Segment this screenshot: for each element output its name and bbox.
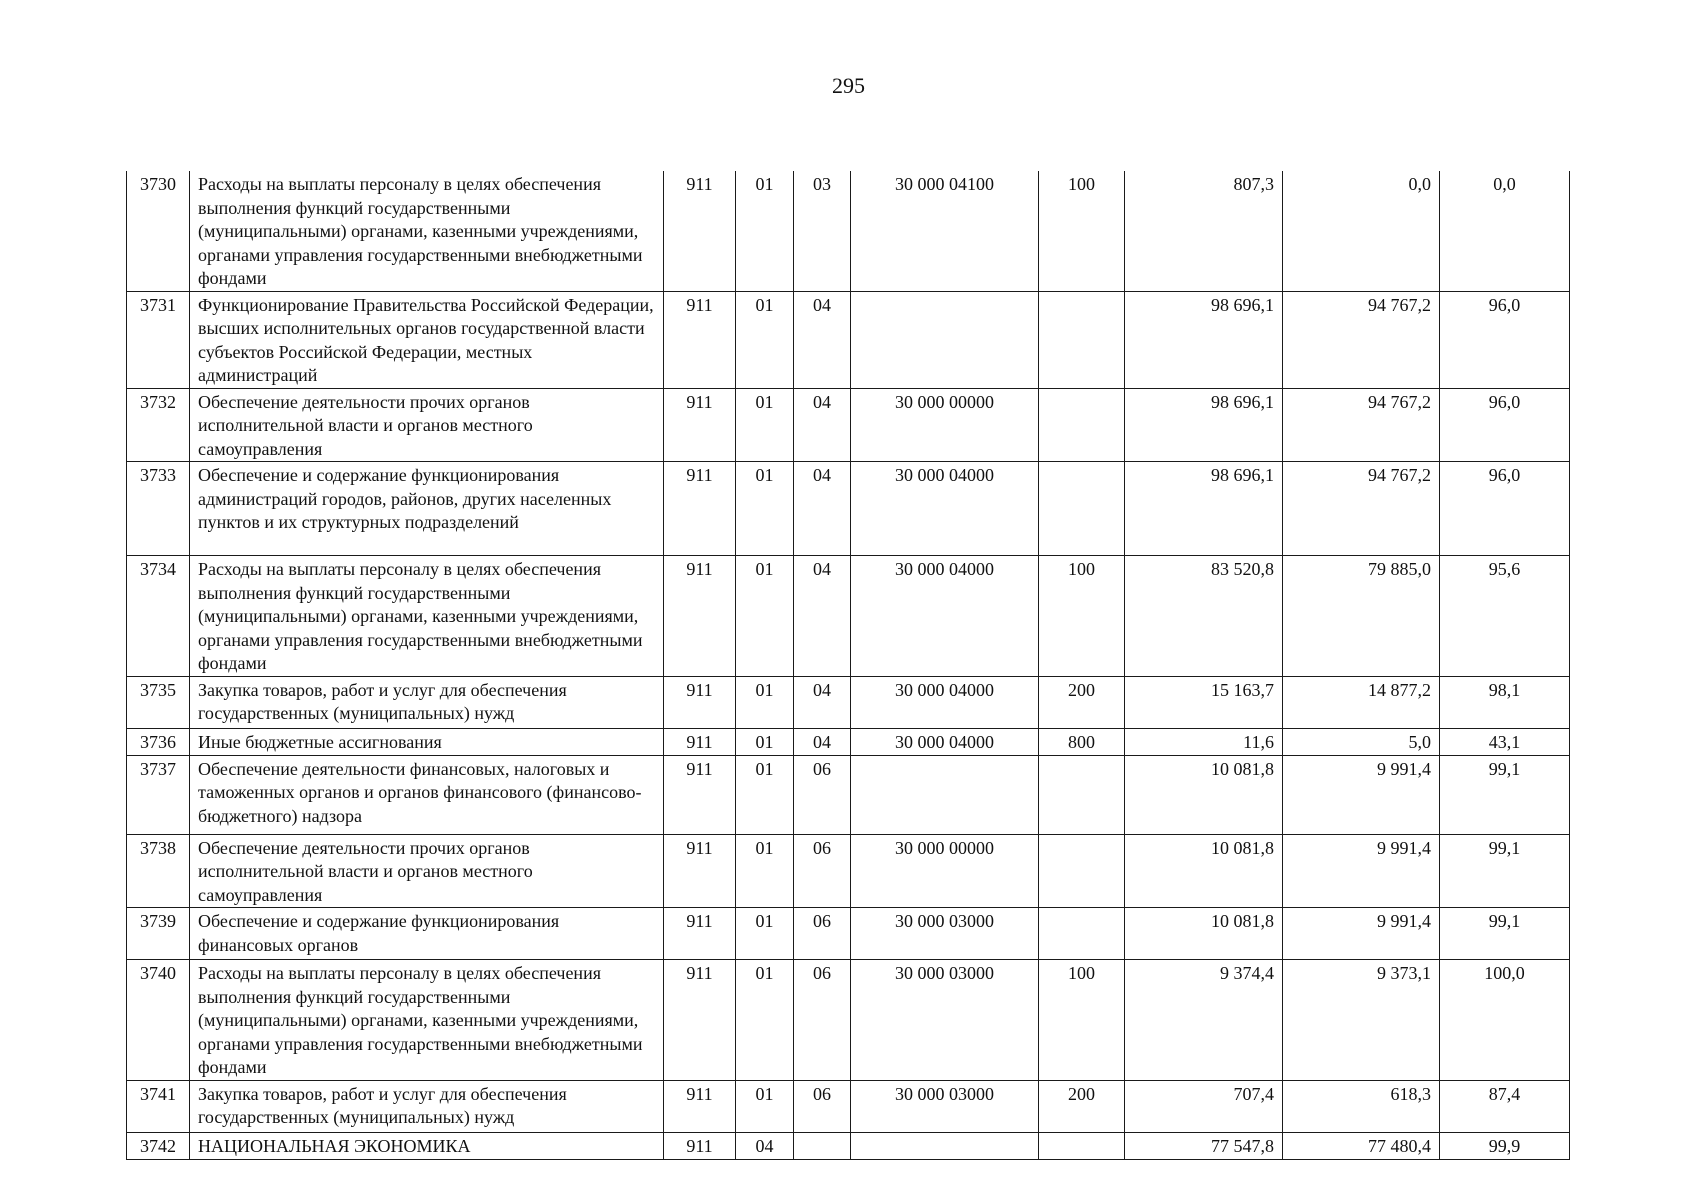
expense-type-code-cell: 800 <box>1039 728 1125 755</box>
expense-type-code-cell <box>1039 755 1125 834</box>
actual-amount-cell: 9 373,1 <box>1283 960 1440 1081</box>
planned-amount-cell: 83 520,8 <box>1125 556 1283 677</box>
subsection-code-cell: 06 <box>794 755 851 834</box>
subsection-code-cell: 04 <box>794 556 851 677</box>
execution-percent-cell: 96,0 <box>1440 388 1570 462</box>
execution-percent-cell: 99,1 <box>1440 908 1570 960</box>
table-row <box>127 960 1570 1081</box>
subsection-code-cell: 04 <box>794 291 851 388</box>
section-code-cell: 01 <box>736 462 794 556</box>
planned-amount-cell: 10 081,8 <box>1125 755 1283 834</box>
expense-type-code-cell <box>1039 462 1125 556</box>
expense-name-cell: Обеспечение деятельности прочих органов исполнительной власти и органов местного самоуправления <box>190 388 664 462</box>
department-code-cell: 911 <box>664 171 736 291</box>
expense-name-cell: Закупка товаров, работ и услуг для обеспечения государственных (муниципальных) нужд <box>190 676 664 728</box>
target-item-code-cell <box>851 755 1039 834</box>
department-code-cell: 911 <box>664 388 736 462</box>
subsection-code-cell: 06 <box>794 834 851 908</box>
expense-type-code-cell: 100 <box>1039 960 1125 1081</box>
execution-percent-cell: 96,0 <box>1440 291 1570 388</box>
table-row <box>127 676 1570 728</box>
row-number-cell: 3737 <box>127 755 190 834</box>
execution-percent-cell: 87,4 <box>1440 1080 1570 1132</box>
planned-amount-cell: 10 081,8 <box>1125 908 1283 960</box>
table-row <box>127 728 1570 755</box>
budget-table-body <box>127 171 1570 1159</box>
row-number-cell: 3731 <box>127 291 190 388</box>
planned-amount-cell: 98 696,1 <box>1125 291 1283 388</box>
target-item-code-cell: 30 000 00000 <box>851 834 1039 908</box>
planned-amount-cell: 15 163,7 <box>1125 676 1283 728</box>
actual-amount-cell: 94 767,2 <box>1283 291 1440 388</box>
department-code-cell: 911 <box>664 834 736 908</box>
execution-percent-cell: 99,1 <box>1440 755 1570 834</box>
planned-amount-cell: 77 547,8 <box>1125 1132 1283 1159</box>
page-number: 295 <box>832 73 865 98</box>
expense-type-code-cell: 100 <box>1039 171 1125 291</box>
expense-type-code-cell <box>1039 388 1125 462</box>
department-code-cell: 911 <box>664 1132 736 1159</box>
section-code-cell: 01 <box>736 291 794 388</box>
actual-amount-cell: 77 480,4 <box>1283 1132 1440 1159</box>
table-row <box>127 556 1570 677</box>
planned-amount-cell: 11,6 <box>1125 728 1283 755</box>
actual-amount-cell: 618,3 <box>1283 1080 1440 1132</box>
table-row <box>127 755 1570 834</box>
planned-amount-cell: 98 696,1 <box>1125 388 1283 462</box>
target-item-code-cell: 30 000 04000 <box>851 676 1039 728</box>
department-code-cell: 911 <box>664 676 736 728</box>
execution-percent-cell: 95,6 <box>1440 556 1570 677</box>
execution-percent-cell: 98,1 <box>1440 676 1570 728</box>
section-code-cell: 01 <box>736 960 794 1081</box>
actual-amount-cell: 9 991,4 <box>1283 755 1440 834</box>
actual-amount-cell: 94 767,2 <box>1283 388 1440 462</box>
planned-amount-cell: 707,4 <box>1125 1080 1283 1132</box>
expense-name-cell: НАЦИОНАЛЬНАЯ ЭКОНОМИКА <box>190 1132 664 1159</box>
department-code-cell: 911 <box>664 556 736 677</box>
target-item-code-cell: 30 000 04000 <box>851 462 1039 556</box>
actual-amount-cell: 94 767,2 <box>1283 462 1440 556</box>
section-code-cell: 04 <box>736 1132 794 1159</box>
department-code-cell: 911 <box>664 908 736 960</box>
table-row <box>127 1080 1570 1132</box>
department-code-cell: 911 <box>664 291 736 388</box>
row-number-cell: 3738 <box>127 834 190 908</box>
row-number-cell: 3730 <box>127 171 190 291</box>
planned-amount-cell: 10 081,8 <box>1125 834 1283 908</box>
row-number-cell: 3741 <box>127 1080 190 1132</box>
expense-name-cell: Иные бюджетные ассигнования <box>190 728 664 755</box>
section-code-cell: 01 <box>736 676 794 728</box>
row-number-cell: 3732 <box>127 388 190 462</box>
execution-percent-cell: 100,0 <box>1440 960 1570 1081</box>
section-code-cell: 01 <box>736 834 794 908</box>
planned-amount-cell: 98 696,1 <box>1125 462 1283 556</box>
actual-amount-cell: 9 991,4 <box>1283 908 1440 960</box>
execution-percent-cell: 43,1 <box>1440 728 1570 755</box>
target-item-code-cell: 30 000 00000 <box>851 388 1039 462</box>
target-item-code-cell: 30 000 03000 <box>851 960 1039 1081</box>
table-row <box>127 908 1570 960</box>
section-code-cell: 01 <box>736 755 794 834</box>
actual-amount-cell: 14 877,2 <box>1283 676 1440 728</box>
execution-percent-cell: 99,9 <box>1440 1132 1570 1159</box>
target-item-code-cell: 30 000 04000 <box>851 556 1039 677</box>
expense-type-code-cell <box>1039 1132 1125 1159</box>
target-item-code-cell <box>851 1132 1039 1159</box>
department-code-cell: 911 <box>664 462 736 556</box>
row-number-cell: 3739 <box>127 908 190 960</box>
section-code-cell: 01 <box>736 171 794 291</box>
department-code-cell: 911 <box>664 1080 736 1132</box>
expense-name-cell: Функционирование Правительства Российской Федерации, высших исполнительных органов государственной власти субъектов Российской Федерации, местных администраций <box>190 291 664 388</box>
table-row <box>127 1132 1570 1159</box>
table-row <box>127 834 1570 908</box>
subsection-code-cell: 03 <box>794 171 851 291</box>
actual-amount-cell: 0,0 <box>1283 171 1440 291</box>
execution-percent-cell: 96,0 <box>1440 462 1570 556</box>
table-row <box>127 291 1570 388</box>
subsection-code-cell: 04 <box>794 462 851 556</box>
expense-type-code-cell <box>1039 834 1125 908</box>
expense-name-cell: Обеспечение деятельности прочих органов исполнительной власти и органов местного самоуправления <box>190 834 664 908</box>
row-number-cell: 3740 <box>127 960 190 1081</box>
row-number-cell: 3742 <box>127 1132 190 1159</box>
expense-type-code-cell: 100 <box>1039 556 1125 677</box>
row-number-cell: 3736 <box>127 728 190 755</box>
section-code-cell: 01 <box>736 728 794 755</box>
expense-type-code-cell <box>1039 908 1125 960</box>
subsection-code-cell: 04 <box>794 676 851 728</box>
actual-amount-cell: 79 885,0 <box>1283 556 1440 677</box>
target-item-code-cell: 30 000 03000 <box>851 908 1039 960</box>
department-code-cell: 911 <box>664 755 736 834</box>
actual-amount-cell: 9 991,4 <box>1283 834 1440 908</box>
subsection-code-cell: 04 <box>794 728 851 755</box>
expense-type-code-cell: 200 <box>1039 1080 1125 1132</box>
subsection-code-cell: 06 <box>794 908 851 960</box>
section-code-cell: 01 <box>736 1080 794 1132</box>
table-row <box>127 462 1570 556</box>
planned-amount-cell: 9 374,4 <box>1125 960 1283 1081</box>
target-item-code-cell: 30 000 03000 <box>851 1080 1039 1132</box>
planned-amount-cell: 807,3 <box>1125 171 1283 291</box>
target-item-code-cell: 30 000 04100 <box>851 171 1039 291</box>
table-row <box>127 388 1570 462</box>
section-code-cell: 01 <box>736 388 794 462</box>
department-code-cell: 911 <box>664 728 736 755</box>
expense-type-code-cell: 200 <box>1039 676 1125 728</box>
subsection-code-cell: 04 <box>794 388 851 462</box>
table-row <box>127 171 1570 291</box>
execution-percent-cell: 99,1 <box>1440 834 1570 908</box>
row-number-cell: 3733 <box>127 462 190 556</box>
expense-name-cell: Обеспечение деятельности финансовых, налоговых и таможенных органов и органов финансового (финансово-бюджетного) надзора <box>190 755 664 834</box>
target-item-code-cell: 30 000 04000 <box>851 728 1039 755</box>
section-code-cell: 01 <box>736 908 794 960</box>
subsection-code-cell: 06 <box>794 1080 851 1132</box>
expense-name-cell: Закупка товаров, работ и услуг для обеспечения государственных (муниципальных) нужд <box>190 1080 664 1132</box>
subsection-code-cell <box>794 1132 851 1159</box>
expense-type-code-cell <box>1039 291 1125 388</box>
expense-name-cell: Расходы на выплаты персоналу в целях обеспечения выполнения функций государственными (муниципальными) органами, казенными учреждениями, органами управления государственными внебюджетными фондами <box>190 960 664 1081</box>
expense-name-cell: Обеспечение и содержание функционирования администраций городов, районов, других населенных пунктов и их структурных подразделений <box>190 462 664 556</box>
department-code-cell: 911 <box>664 960 736 1081</box>
row-number-cell: 3734 <box>127 556 190 677</box>
target-item-code-cell <box>851 291 1039 388</box>
expense-name-cell: Обеспечение и содержание функционирования финансовых органов <box>190 908 664 960</box>
budget-table <box>126 171 1570 1160</box>
expense-name-cell: Расходы на выплаты персоналу в целях обеспечения выполнения функций государственными (муниципальными) органами, казенными учреждениями, органами управления государственными внебюджетными фондами <box>190 556 664 677</box>
expense-name-cell: Расходы на выплаты персоналу в целях обеспечения выполнения функций государственными (муниципальными) органами, казенными учреждениями, органами управления государственными внебюджетными фондами <box>190 171 664 291</box>
actual-amount-cell: 5,0 <box>1283 728 1440 755</box>
section-code-cell: 01 <box>736 556 794 677</box>
row-number-cell: 3735 <box>127 676 190 728</box>
subsection-code-cell: 06 <box>794 960 851 1081</box>
execution-percent-cell: 0,0 <box>1440 171 1570 291</box>
